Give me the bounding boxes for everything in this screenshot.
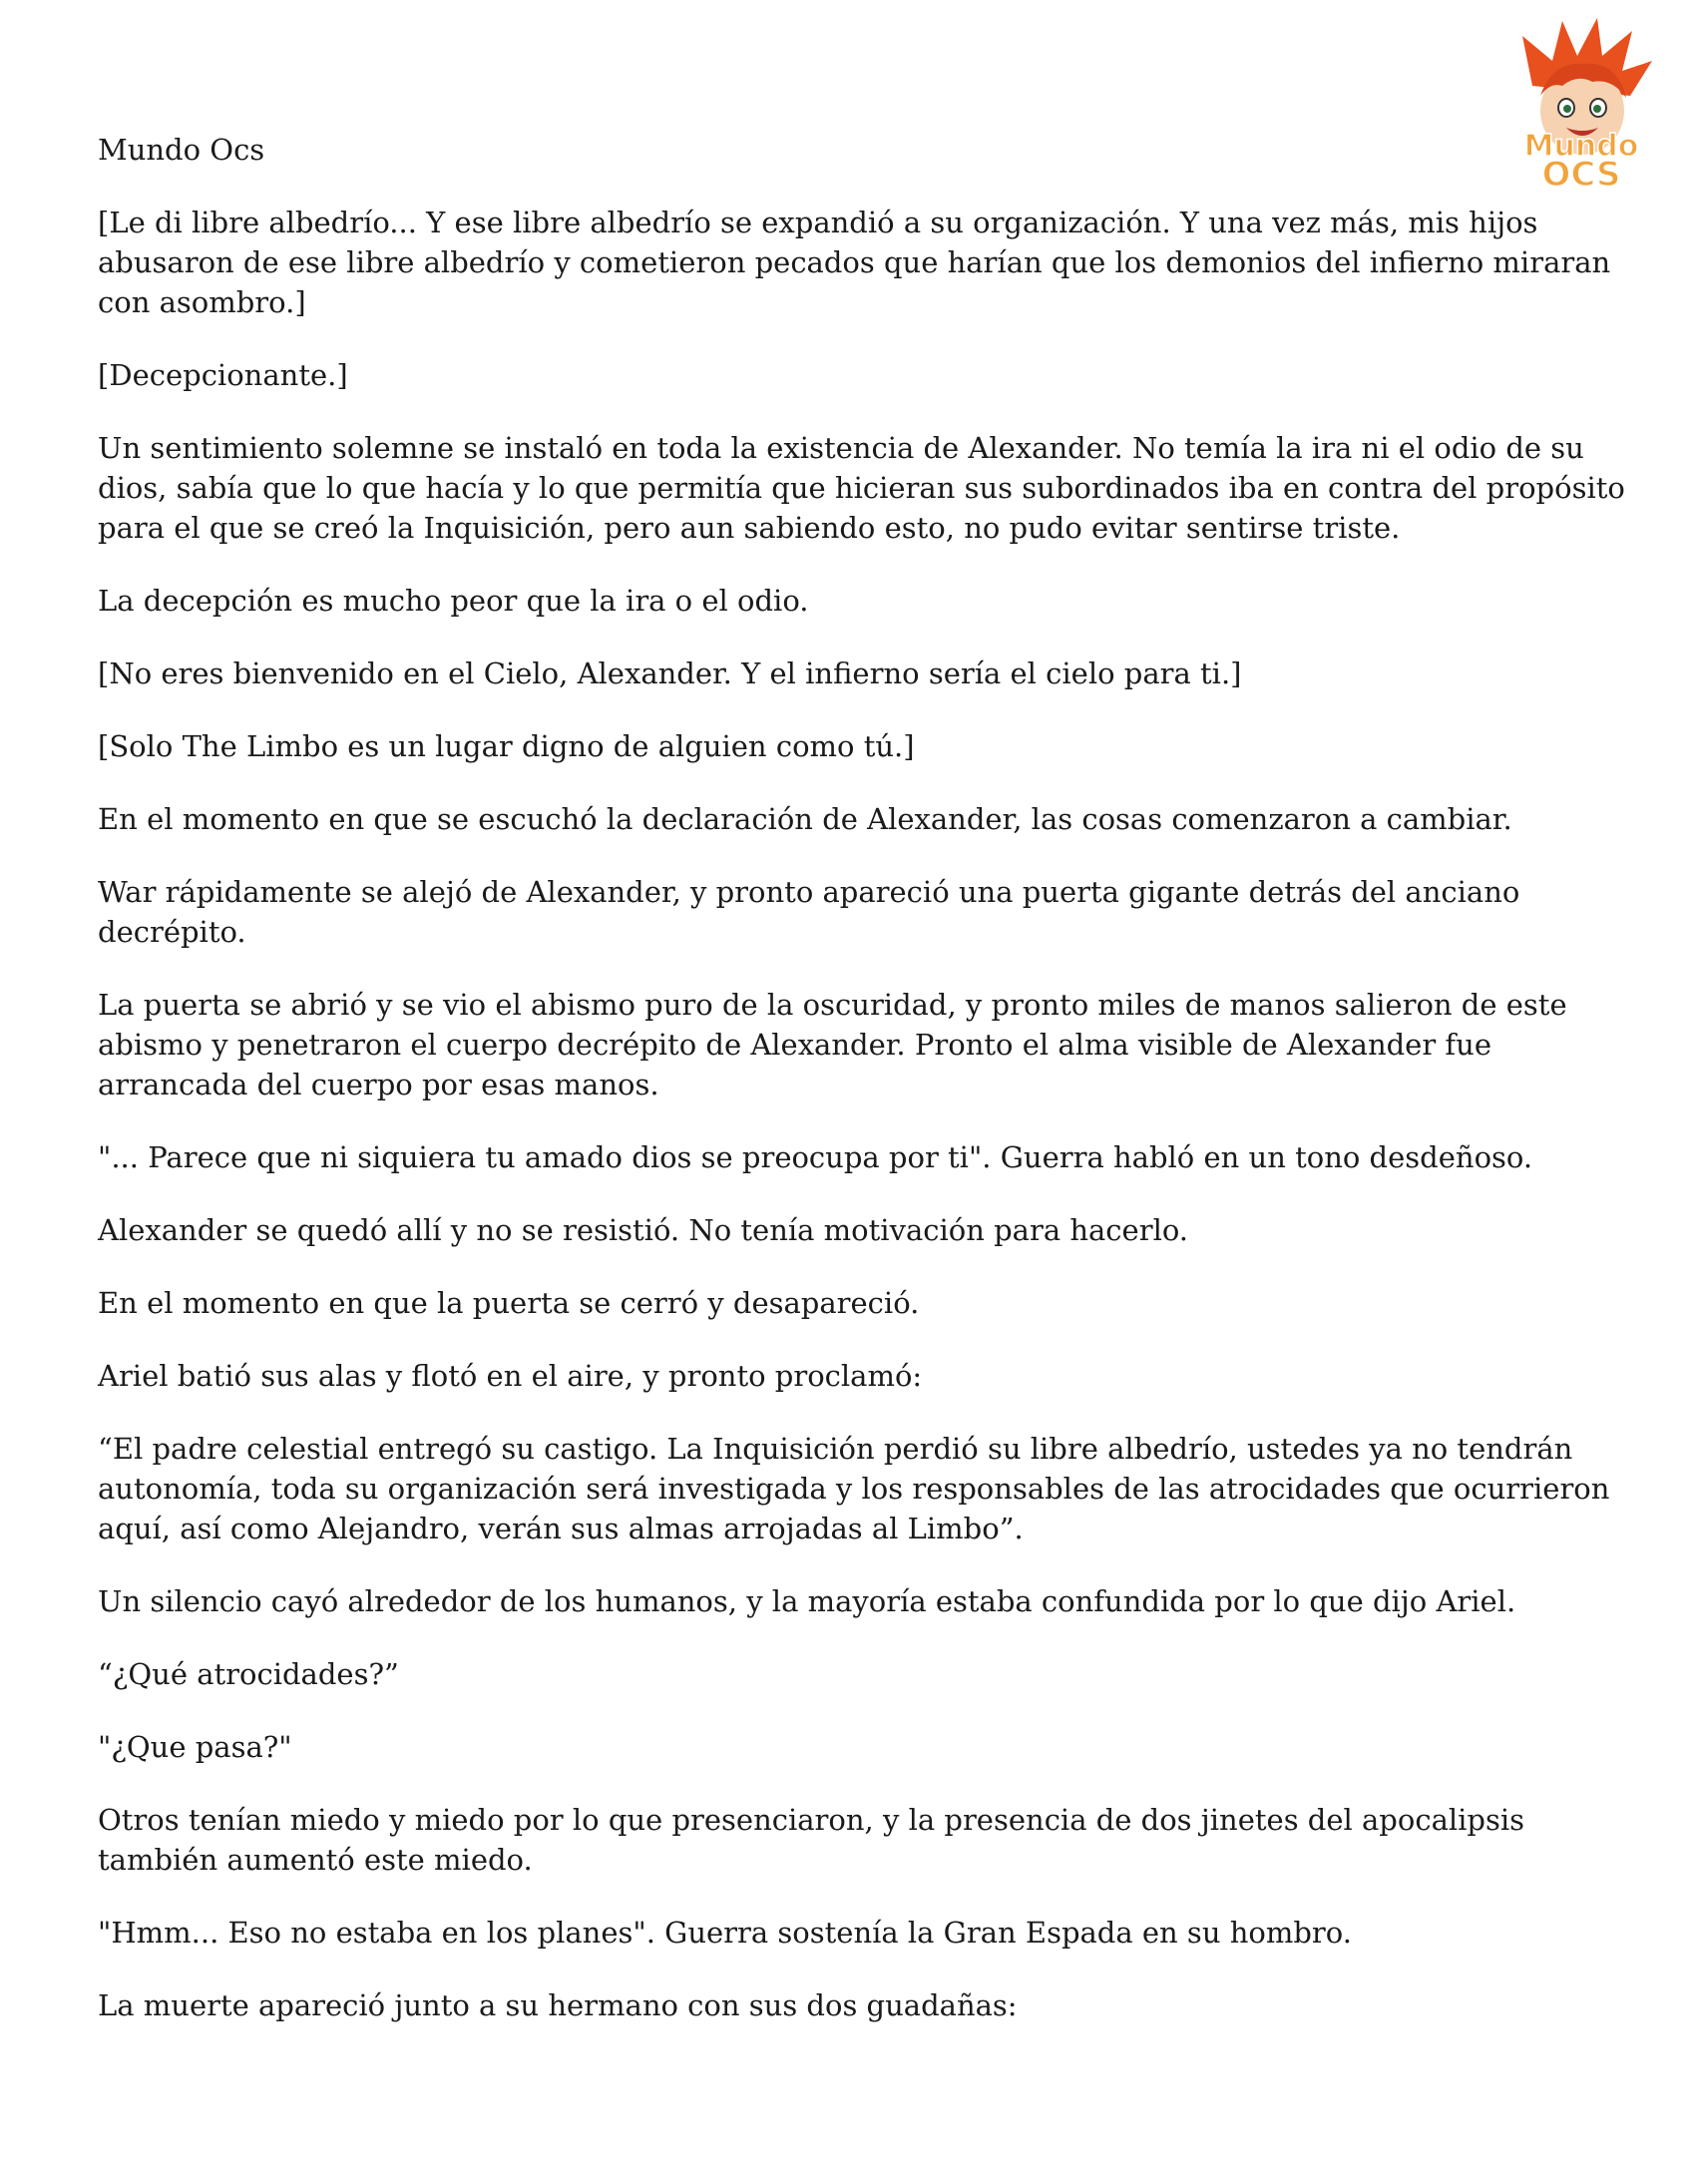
- paragraph: [Le di libre albedrío... Y ese libre albedrío se expandió a su organización. Y una vez más, mis hijos abusaron de ese libre albedrío y cometieron pecados que harían que los demonios del infierno miraran con asombro.]: [98, 206, 1611, 319]
- paragraph: La muerte apareció junto a su hermano con sus dos guadañas:: [98, 1988, 1018, 2022]
- paragraph: "... Parece que ni siquiera tu amado dios se preocupa por ti". Guerra habló en un tono desdeñoso.: [98, 1140, 1533, 1174]
- logo-text-line2: OCS: [1541, 155, 1621, 194]
- paragraph: [Solo The Limbo es un lugar digno de alguien como tú.]: [98, 729, 915, 763]
- paragraph: [Decepcionante.]: [98, 358, 348, 392]
- paragraph: [No eres bienvenido en el Cielo, Alexander. Y el infierno sería el cielo para ti.]: [98, 656, 1242, 690]
- paragraph: War rápidamente se alejó de Alexander, y pronto apareció una puerta gigante detrás del anciano decrépito.: [98, 875, 1520, 949]
- paragraph: "Hmm... Eso no estaba en los planes". Guerra sostenía la Gran Espada en su hombro.: [98, 1916, 1352, 1950]
- logo-text-line1: Mundo: [1523, 129, 1639, 164]
- paragraph: "¿Que pasa?": [98, 1730, 292, 1764]
- paragraph: Otros tenían miedo y miedo por lo que presenciaron, y la presencia de dos jinetes del apocalipsis también aumentó este miedo.: [98, 1803, 1525, 1877]
- paragraph: Ariel batió sus alas y flotó en el aire, y pronto proclamó:: [98, 1359, 923, 1393]
- document-body: [98, 130, 1634, 2058]
- paragraph: La puerta se abrió y se vio el abismo puro de la oscuridad, y pronto miles de manos salieron de este abismo y penetraron el cuerpo decrépito de Alexander. Pronto el alma visible de Alexander fue arrancada del cuerpo por esas manos.: [98, 988, 1567, 1101]
- paragraph: Alexander se quedó allí y no se resistió. No tenía motivación para hacerlo.: [98, 1213, 1189, 1247]
- site-name-header: Mundo Ocs: [98, 133, 265, 167]
- paragraph: En el momento en que la puerta se cerró y desapareció.: [98, 1286, 920, 1320]
- paragraph: “¿Qué atrocidades?”: [98, 1657, 399, 1691]
- paragraph: La decepción es mucho peor que la ira o el odio.: [98, 584, 809, 618]
- paragraph: Un sentimiento solemne se instaló en toda la existencia de Alexander. No temía la ira ni el odio de su dios, sabía que lo que hacía y lo que permitía que hicieran sus subordinados iba en contra del propósito para el que se creó la Inquisición, pero aun sabiendo esto, no pudo evitar sentirse triste.: [98, 431, 1625, 545]
- paragraph: “El padre celestial entregó su castigo. La Inquisición perdió su libre albedrío, ustedes ya no tendrán autonomía, toda su organización será investigada y los responsables de las atrocidades que ocurrieron aquí, así como Alejandro, verán sus almas arrojadas al Limbo”.: [98, 1432, 1610, 1545]
- paragraph: En el momento en que se escuchó la declaración de Alexander, las cosas comenzaron a cambiar.: [98, 802, 1512, 836]
- paragraph: Un silencio cayó alrededor de los humanos, y la mayoría estaba confundida por lo que dijo Ariel.: [98, 1584, 1516, 1618]
